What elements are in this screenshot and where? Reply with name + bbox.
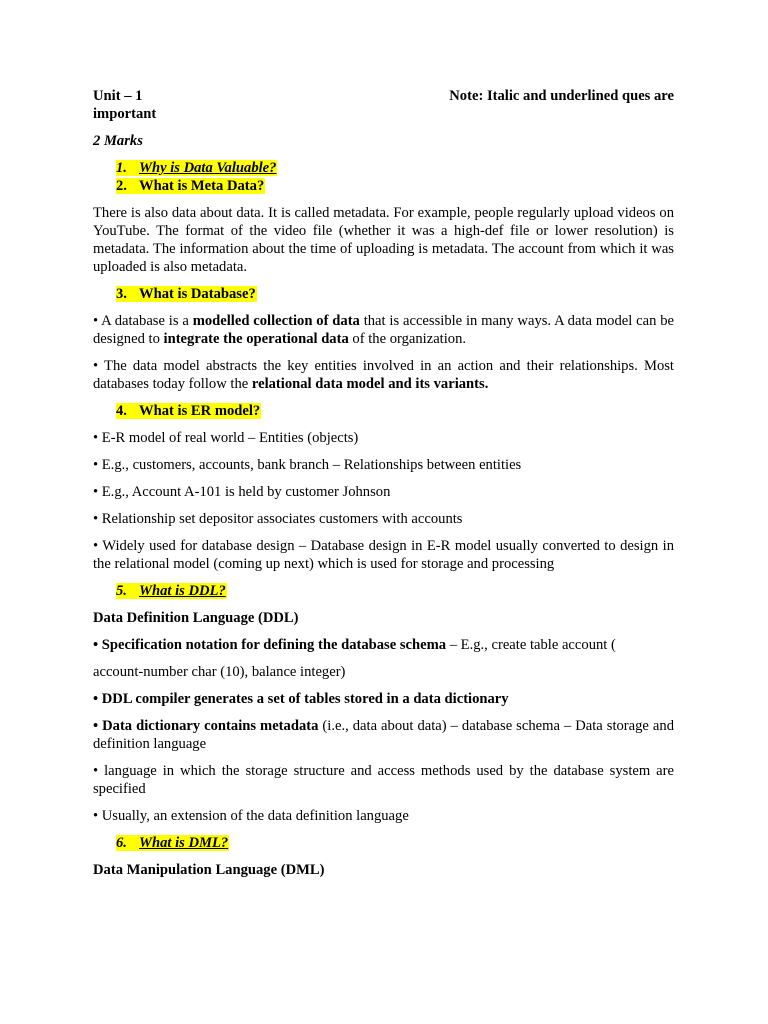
answer-4-bullet-2: • E.g., customers, accounts, bank branch – Relationships between entities xyxy=(93,457,522,473)
answer-5-p1-a: • Specification notation for defining the database schema xyxy=(93,637,447,653)
answer-4-bullet-4: • Relationship set depositor associates customers with accounts xyxy=(93,511,463,527)
section-title: 2 Marks xyxy=(93,133,143,149)
question-5-highlight xyxy=(116,583,227,599)
question-2-number: 2. xyxy=(116,178,127,194)
answer-3-paragraph-2 xyxy=(93,357,674,393)
question-1 xyxy=(93,159,674,177)
answer-5-bullet-3 xyxy=(93,717,674,753)
answer-2-paragraph: There is also data about data. It is called metadata. For example, people regularly upload videos on YouTube. The format of the video file (whether it was a high-def file or lower resolution) is metadata. The information about the time of uploading is metadata. The account from which it was uploaded is also metadata. xyxy=(93,205,674,275)
importance-note: Note: Italic and underlined ques are xyxy=(449,88,674,104)
answer-3-p1-c: that is accessible in many ways. A data model can be designed to xyxy=(93,313,675,347)
question-5-text: What is DDL? xyxy=(139,583,226,599)
question-1-number: 1. xyxy=(116,160,127,176)
question-5 xyxy=(93,582,674,600)
question-2-text: What is Meta Data? xyxy=(139,178,265,194)
unit-title: Unit – 1 xyxy=(93,88,143,104)
question-5-number: 5. xyxy=(116,583,127,599)
question-4-text: What is ER model? xyxy=(139,403,261,419)
answer-5-bullet-4: • language in which the storage structure and access methods used by the database system are specified xyxy=(93,763,674,797)
question-2 xyxy=(93,177,674,195)
answer-4-bullet-3: • E.g., Account A-101 is held by customer Johnson xyxy=(93,484,391,500)
answer-3-p1-e: of the organization. xyxy=(348,331,467,347)
answer-5-bullet-5: • Usually, an extension of the data definition language xyxy=(93,808,409,824)
question-6 xyxy=(93,834,674,852)
answer-3-p1-d: integrate the operational data xyxy=(163,331,349,347)
answer-5-p4-a: • Data dictionary contains metadata xyxy=(93,718,319,734)
question-3-number: 3. xyxy=(116,286,127,302)
question-6-number: 6. xyxy=(116,835,127,851)
question-4-number: 4. xyxy=(116,403,127,419)
page-header xyxy=(93,87,674,105)
answer-5-bullet-1 xyxy=(93,636,674,654)
question-6-text: What is DML? xyxy=(139,835,229,851)
question-1-text: Why is Data Valuable? xyxy=(139,160,277,176)
answer-3-p2-b: relational data model and its variants. xyxy=(251,376,489,392)
answer-5-bullet-2: • DDL compiler generates a set of tables stored in a data dictionary xyxy=(93,691,509,707)
importance-note-continued: important xyxy=(93,106,157,122)
question-2-highlight xyxy=(116,178,265,194)
question-4-highlight xyxy=(116,403,261,419)
question-3 xyxy=(93,285,674,303)
answer-5-p4-b: (i.e., data about data) – database schema – Data storage and definition language xyxy=(93,718,674,752)
answer-3-p1-a: • A database is a xyxy=(93,313,193,329)
question-4 xyxy=(93,402,674,420)
answer-3-p2-a: • The data model abstracts the key entities involved in an action and their relationships. Most databases today follow the xyxy=(93,358,674,392)
answer-5-heading: Data Definition Language (DDL) xyxy=(93,610,299,626)
answer-5-p1-b: – E.g., create table account ( xyxy=(446,637,616,653)
answer-4-bullet-5: • Widely used for database design – Database design in E-R model usually converted to design in the relational model (coming up next) which is used for storage and processing xyxy=(93,538,674,572)
answer-5-line-2: account-number char (10), balance integer) xyxy=(93,664,346,680)
answer-3-paragraph-1 xyxy=(93,312,674,348)
document-body xyxy=(93,87,674,879)
question-1-highlight xyxy=(116,160,277,176)
question-3-text: What is Database? xyxy=(139,286,256,302)
answer-3-p1-b: modelled collection of data xyxy=(192,313,360,329)
answer-4-bullet-1: • E-R model of real world – Entities (objects) xyxy=(93,430,359,446)
question-6-highlight xyxy=(116,835,229,851)
question-3-highlight xyxy=(116,286,257,302)
answer-6-heading: Data Manipulation Language (DML) xyxy=(93,862,325,878)
